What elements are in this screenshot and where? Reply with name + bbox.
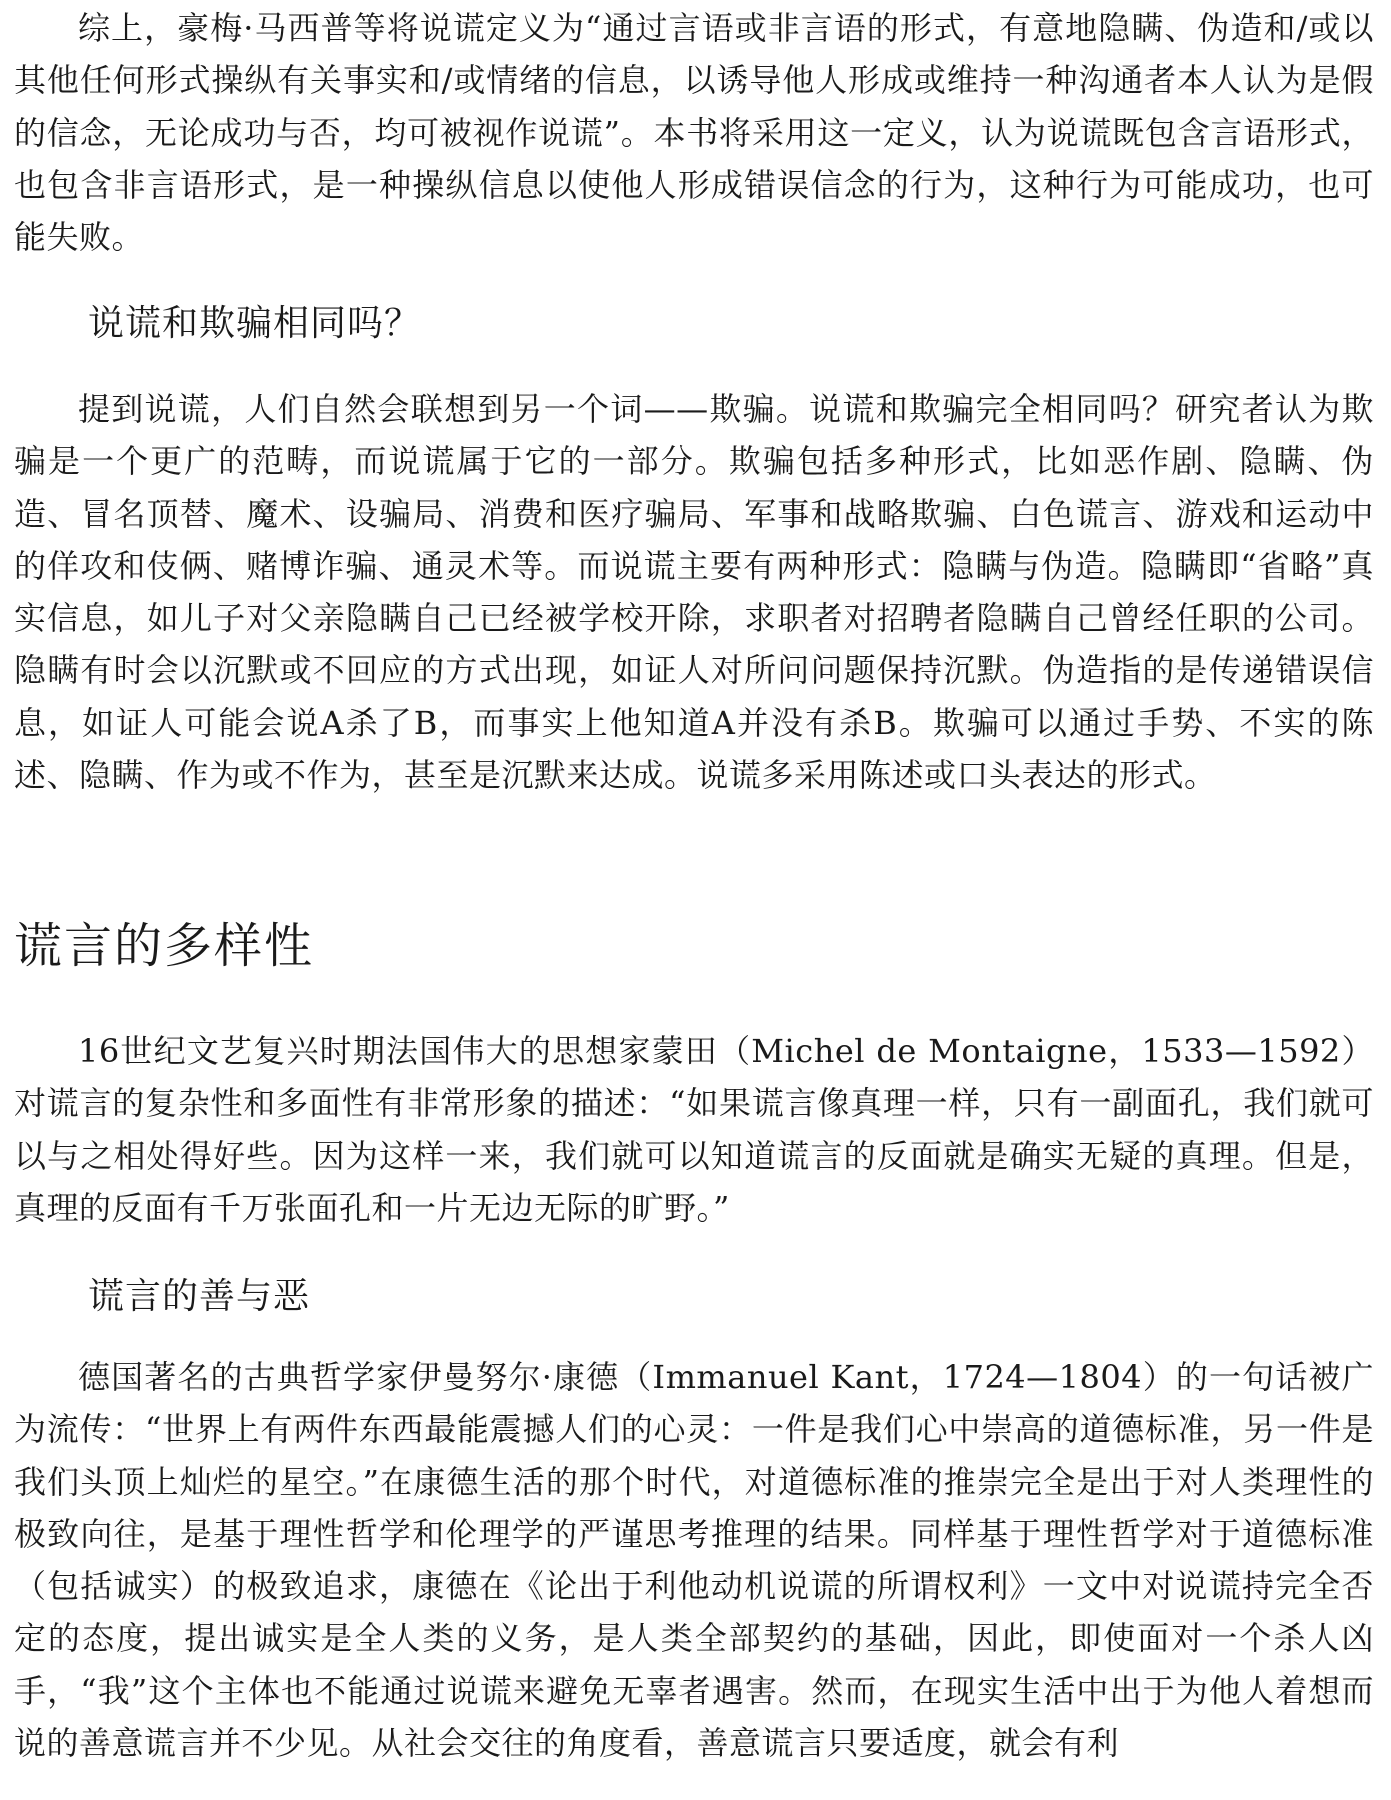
subheading-lying-vs-deception: 说谎和欺骗相同吗？ <box>88 303 422 344</box>
paragraph-montaigne-quote: 16世纪文艺复兴时期法国伟大的思想家蒙田（Michel de Montaigne，1533—1592）对谎言的复杂性和多面性有非常形象的描述：“如果谎言像真理一样，只有一副面孔，我们就可以与之相处得好些。因为这样一来，我们就可以知道谎言的反面就是确实无疑的真理。但是，真理的反面有千万张面孔和一片无边无际的旷野。” <box>14 1032 1374 1227</box>
section-title-diversity-of-lies: 谎言的多样性 <box>14 918 315 974</box>
paragraph-lying-and-deception: 提到说谎，人们自然会联想到另一个词——欺骗。说谎和欺骗完全相同吗？研究者认为欺骗是一个更广的范畴，而说谎属于它的一部分。欺骗包括多种形式，比如恶作剧、隐瞒、伪造、冒名顶替、魔术、设骗局、消费和医疗骗局、军事和战略欺骗、白色谎言、游戏和运动中的佯攻和伎俩、赌博诈骗、通灵术等。而说谎主要有两种形式：隐瞒与伪造。隐瞒即“省略”真实信息，如儿子对父亲隐瞒自己已经被学校开除，求职者对招聘者隐瞒自己曾经任职的公司。隐瞒有时会以沉默或不回应的方式出现，如证人对所问问题保持沉默。伪造指的是传递错误信息，如证人可能会说A杀了B，而事实上他知道A并没有杀B。欺骗可以通过手势、不实的陈述、隐瞒、作为或不作为，甚至是沉默来达成。说谎多采用陈述或口头表达的形式。 <box>14 390 1374 795</box>
subheading-good-and-evil-of-lies: 谎言的善与恶 <box>88 1276 311 1317</box>
paragraph-lying-definition: 综上，豪梅·马西普等将说谎定义为“通过言语或非言语的形式，有意地隐瞒、伪造和/或以其他任何形式操纵有关事实和/或情绪的信息，以诱导他人形成或维持一种沟通者本人认为是假的信念，无论成功与否，均可被视作说谎”。本书将采用这一定义，认为说谎既包含言语形式，也包含非言语形式，是一种操纵信息以使他人形成错误信念的行为，这种行为可能成功，也可能失败。 <box>14 9 1374 257</box>
paragraph-kant-morality: 德国著名的古典哲学家伊曼努尔·康德（Immanuel Kant，1724—1804）的一句话被广为流传：“世界上有两件东西最能震撼人们的心灵：一件是我们心中崇高的道德标准，另一件是我们头顶上灿烂的星空。”在康德生活的那个时代，对道德标准的推崇完全是出于对人类理性的极致向往，是基于理性哲学和伦理学的严谨思考推理的结果。同样基于理性哲学对于道德标准（包括诚实）的极致追求，康德在《论出于利他动机说谎的所谓权利》一文中对说谎持完全否定的态度，提出诚实是全人类的义务，是人类全部契约的基础，因此，即使面对一个杀人凶手，“我”这个主体也不能通过说谎来避免无辜者遇害。然而，在现实生活中出于为他人着想而说的善意谎言并不少见。从社会交往的角度看，善意谎言只要适度，就会有利 <box>14 1358 1374 1763</box>
